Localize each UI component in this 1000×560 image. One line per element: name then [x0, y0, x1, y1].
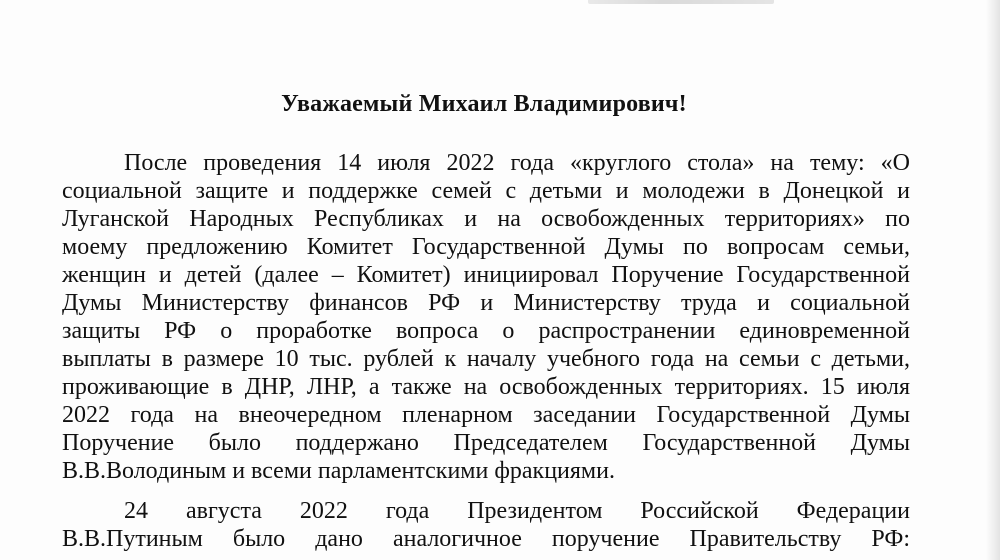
body-line: Думы Министерству финансов РФ и Министерству труда и социальной — [62, 290, 910, 316]
body-line: социальной защите и поддержке семей с детьми и молодежи в Донецкой и — [62, 178, 910, 204]
body-line: 24 августа 2022 года Президентом Российской Федерации — [124, 498, 910, 524]
header-fragment — [588, 0, 774, 4]
page-edge-shadow — [986, 0, 1000, 560]
body-line: В.В.Путиным было дано аналогичное поручение Правительству РФ: — [62, 526, 910, 552]
body-line: защиты РФ о проработке вопроса о распространении единовременной — [62, 318, 910, 344]
body-line: проживающие в ДНР, ЛНР, а также на освобожденных территориях. 15 июля — [62, 374, 910, 400]
body-line: выплаты в размере 10 тыс. рублей к началу учебного года на семьи с детьми, — [62, 346, 910, 372]
body-line: женщин и детей (далее – Комитет) инициировал Поручение Государственной — [62, 262, 910, 288]
body-line: 2022 года на внеочередном пленарном заседании Государственной Думы — [62, 402, 910, 428]
salutation-heading: Уважаемый Михаил Владимирович! — [281, 91, 687, 117]
body-line: После проведения 14 июля 2022 года «круглого стола» на тему: «О — [124, 150, 910, 176]
body-line: Поручение было поддержано Председателем Государственной Думы — [62, 430, 910, 456]
body-line: В.В.Володиным и всеми парламентскими фракциями. — [62, 458, 615, 484]
body-line: Луганской Народных Республиках и на освобожденных территориях» по — [62, 206, 910, 232]
body-line: моему предложению Комитет Государственной Думы по вопросам семьи, — [62, 234, 910, 260]
